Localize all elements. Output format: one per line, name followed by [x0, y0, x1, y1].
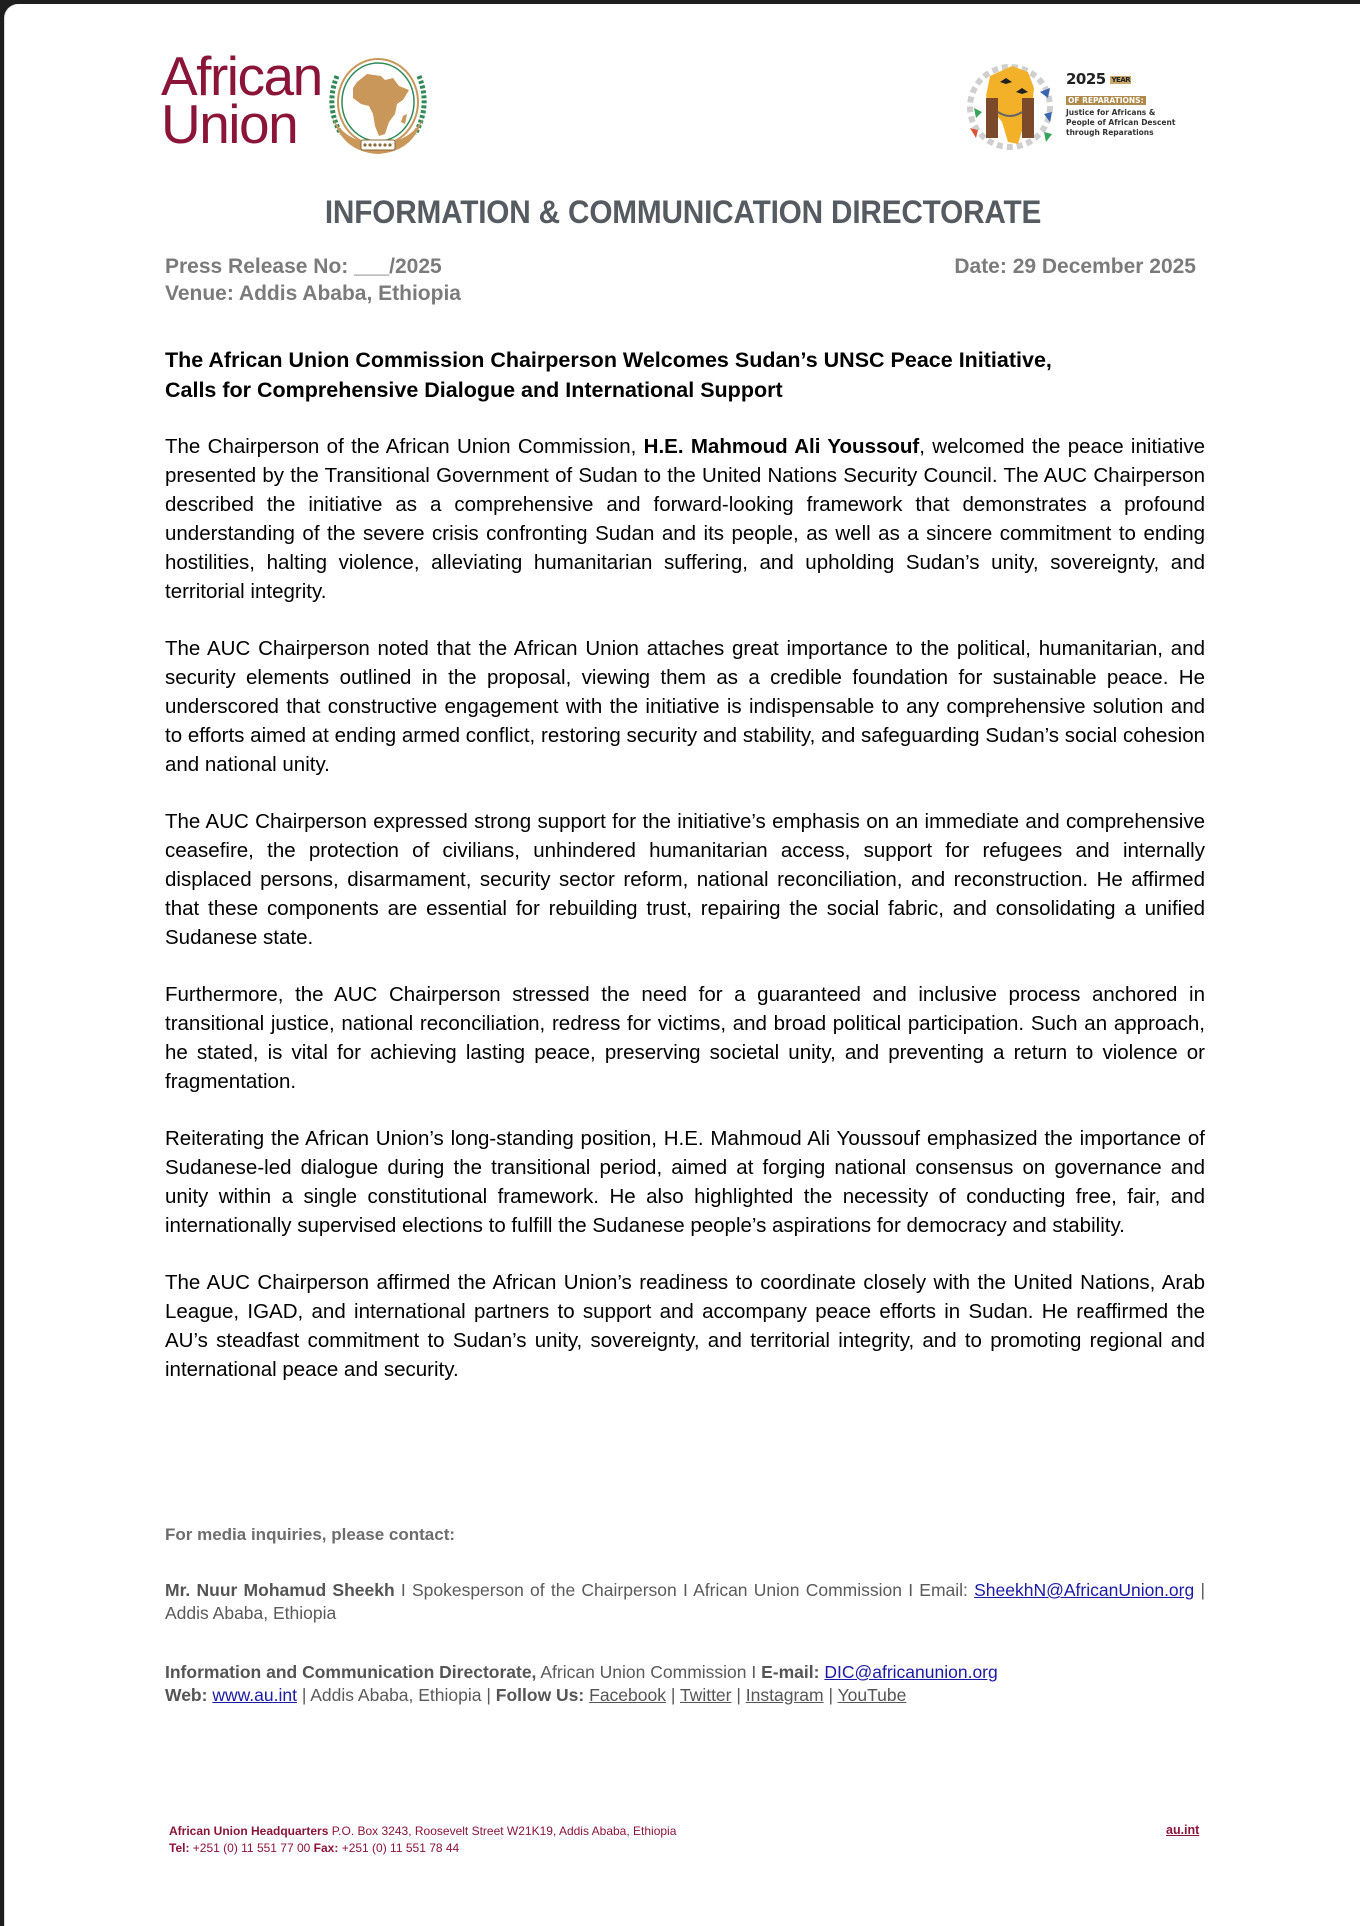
- website-link[interactable]: www.au.int: [212, 1685, 297, 1705]
- web-location: | Addis Ababa, Ethiopia |: [296, 1685, 496, 1705]
- reparations-emblem-icon: [960, 52, 1060, 157]
- headline-line1: The African Union Commission Chairperson Welcomes Sudan’s UNSC Peace Initiative,: [165, 348, 1052, 372]
- hq-address: P.O. Box 3243, Roosevelt Street W21K19, Addis Ababa, Ethiopia: [328, 1824, 677, 1838]
- follow-us-label: Follow Us:: [495, 1685, 585, 1705]
- year-of-reparations-logo: [960, 52, 1205, 157]
- au-emblem-icon: [323, 56, 433, 158]
- separator: |: [823, 1685, 838, 1705]
- reparations-banner: OF REPARATIONS:: [1068, 96, 1144, 105]
- p1-text-rest: , welcomed the peace initiative presented by the Transitional Government of Sudan to the United Nations Security Council. The AUC Chairperson described the initiative as a comprehensive and forward-looking framework that demonstrates a profound understanding of the severe crisis confronting Sudan and its people, as well as a sincere commitment to ending hostilities, halting violence, alleviating humanitarian suffering, and upholding Sudan’s unity, sovereignty, and territorial integrity.: [165, 435, 1205, 603]
- chairperson-name: H.E. Mahmoud Ali Youssouf: [643, 435, 920, 458]
- logo-line-african: African: [161, 45, 322, 107]
- media-inquiries-heading: For media inquiries, please contact:: [165, 1525, 456, 1544]
- press-release-meta: [165, 253, 461, 307]
- venue: Venue: Addis Ababa, Ethiopia: [165, 282, 461, 305]
- reparations-line2: People of African Descent: [1066, 118, 1176, 127]
- instagram-link[interactable]: Instagram: [745, 1685, 824, 1705]
- hq-label: African Union Headquarters: [169, 1824, 329, 1838]
- web-label: Web:: [165, 1685, 208, 1705]
- tel-number: +251 (0) 11 551 77 00: [189, 1841, 314, 1855]
- spokesperson-role: I Spokesperson of the Chairperson I African Union Commission I Email:: [394, 1580, 975, 1600]
- separator: |: [665, 1685, 680, 1705]
- body-paragraph-2: The AUC Chairperson noted that the African Union attaches great importance to the political, humanitarian, and security elements outlined in the proposal, viewing them as a credible foundation for sustainable peace. He underscored that constructive engagement with the initiative is indispensable to any comprehensive solution and to efforts aimed at ending armed conflict, restoring security and stability, and safeguarding Sudan’s social cohesion and national unity.: [165, 637, 1205, 776]
- body-paragraph-3: The AUC Chairperson expressed strong support for the initiative’s emphasis on an immediate and comprehensive ceasefire, the protection of civilians, unhindered humanitarian access, support for refugees and internally displaced persons, disarmament, security sector reform, national reconciliation, and reconstruction. He affirmed that these components are essential for rebuilding trust, repairing the social fabric, and consolidating a unified Sudanese state.: [165, 810, 1205, 949]
- spokesperson-contact: [165, 1579, 1205, 1625]
- body-paragraph-5: Reiterating the African Union’s long-standing position, H.E. Mahmoud Ali Youssouf emphasized the importance of Sudanese-led dialogue during the transitional period, aimed at forging national consensus on governance and unity within a single constitutional framework. He also highlighted the necessity of conducting free, fair, and internationally supervised elections to fulfill the Sudanese people’s aspirations for democracy and stability.: [165, 1127, 1205, 1237]
- separator: |: [731, 1685, 746, 1705]
- spokesperson-location: | Addis Ababa, Ethiopia: [165, 1580, 1205, 1623]
- email-label: E-mail:: [761, 1662, 820, 1682]
- tel-label: Tel:: [169, 1841, 190, 1855]
- logo-line-union: Union: [161, 93, 298, 155]
- reparations-line1: Justice for Africans &: [1066, 108, 1156, 117]
- spokesperson-email-link[interactable]: SheekhN@AfricanUnion.org: [974, 1580, 1195, 1600]
- fax-number: +251 (0) 11 551 78 44: [338, 1841, 460, 1855]
- reparations-line3: through Reparations: [1066, 128, 1154, 137]
- directorate-email-link[interactable]: DIC@africanunion.org: [824, 1662, 998, 1682]
- youtube-link[interactable]: YouTube: [837, 1685, 907, 1705]
- press-release-number: Press Release No: ___/2025: [165, 255, 442, 278]
- body-paragraph-4: Furthermore, the AUC Chairperson stressed the need for a guaranteed and inclusive process anchored in transitional justice, national reconciliation, redress for victims, and broad political participation. Such an approach, he stated, is vital for achieving lasting peace, preserving societal unity, and preventing a return to violence or fragmentation.: [165, 983, 1205, 1093]
- reparations-year: 2025: [1066, 70, 1106, 88]
- spokesperson-name: Mr. Nuur Mohamud Sheekh: [165, 1580, 395, 1600]
- press-release-headline: [165, 345, 1205, 405]
- press-release-body: [165, 432, 1205, 1412]
- headline-line2: Calls for Comprehensive Dialogue and International Support: [165, 378, 783, 402]
- letterhead-footer: [169, 1823, 676, 1857]
- reparations-year-suffix: YEAR: [1111, 75, 1131, 84]
- directorate-contact: [165, 1661, 1205, 1707]
- body-paragraph-1: [165, 432, 1205, 606]
- african-union-logo-text: [161, 45, 322, 155]
- body-paragraph-6: The AUC Chairperson affirmed the African Union’s readiness to coordinate closely with the United Nations, Arab League, IGAD, and international partners to support and accompany peace efforts in Sudan. He reaffirmed the AU’s steadfast commitment to Sudan’s unity, sovereignty, and territorial integrity, and to promoting regional and international peace and security.: [165, 1271, 1205, 1381]
- p1-text-start: The Chairperson of the African Union Commission,: [165, 435, 644, 458]
- facebook-link[interactable]: Facebook: [589, 1685, 666, 1705]
- reparations-text: [1066, 70, 1175, 138]
- directorate-name: Information and Communication Directorate,: [165, 1662, 537, 1682]
- fax-label: Fax:: [313, 1841, 339, 1855]
- twitter-link[interactable]: Twitter: [679, 1685, 732, 1705]
- footer-site-link[interactable]: au.int: [1166, 1823, 1200, 1837]
- release-date: Date: 29 December 2025: [954, 255, 1196, 278]
- directorate-title: INFORMATION & COMMUNICATION DIRECTORATE: [324, 194, 1042, 230]
- directorate-org: African Union Commission I: [536, 1662, 762, 1682]
- press-release-page: [4, 4, 1360, 1926]
